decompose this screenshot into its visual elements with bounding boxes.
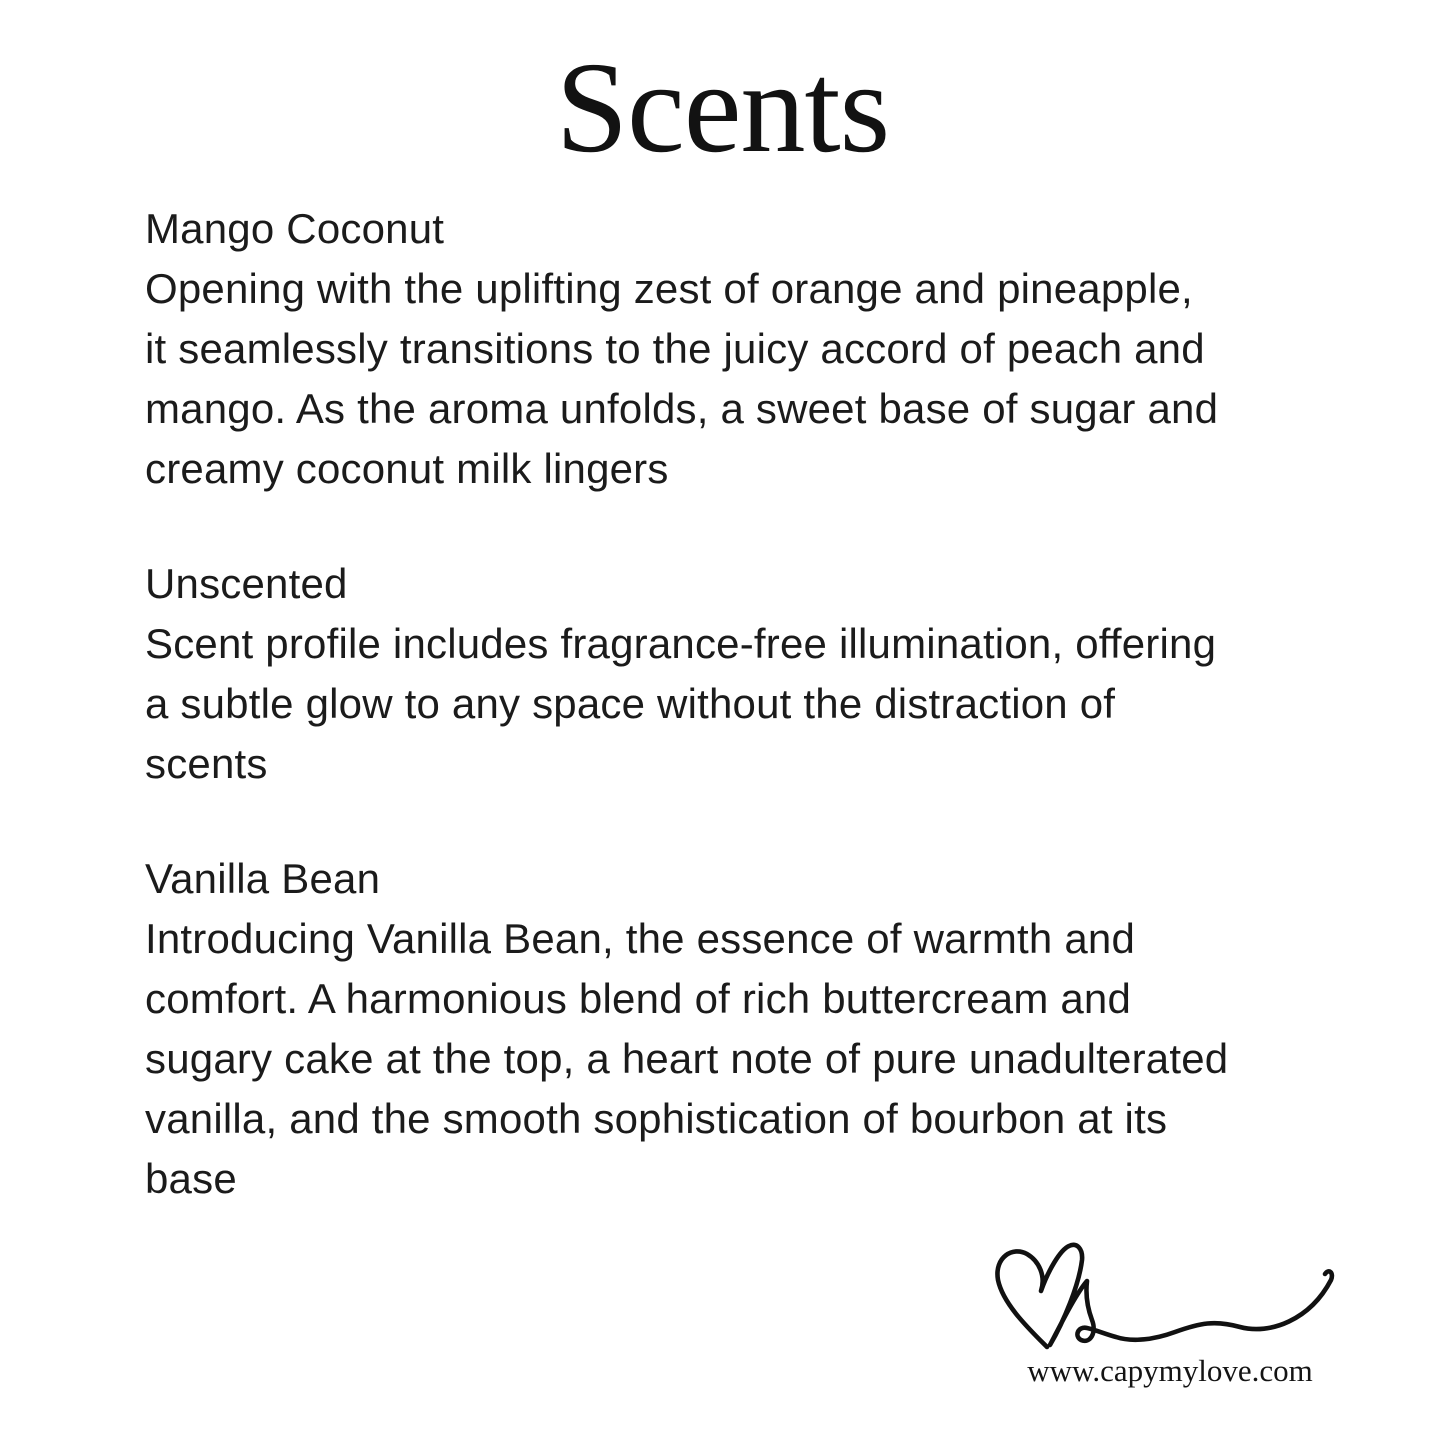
scent-description-line: sugary cake at the top, a heart note of pure unadulterated	[145, 1035, 1229, 1082]
scent-description-line: a subtle glow to any space without the distraction of	[145, 680, 1116, 727]
scent-description-line: creamy coconut milk lingers	[145, 445, 669, 492]
scent-description-line: it seamlessly transitions to the juicy accord of peach and	[145, 325, 1205, 372]
scent-section-mango-coconut	[145, 199, 1355, 499]
scent-description-line: Scent profile includes fragrance-free illumination, offering	[145, 620, 1217, 667]
scent-description-line: Introducing Vanilla Bean, the essence of warmth and	[145, 915, 1136, 962]
scent-name: Vanilla Bean	[145, 855, 381, 902]
scent-list	[145, 199, 1355, 1264]
scent-description-line: Opening with the uplifting zest of orange and pineapple,	[145, 265, 1193, 312]
scent-description-line: base	[145, 1155, 237, 1202]
scent-section-unscented	[145, 554, 1355, 794]
scent-name: Mango Coconut	[145, 205, 445, 252]
heart-flourish-icon	[990, 1240, 1345, 1355]
page-title: Scents	[555, 36, 890, 180]
website-url: www.capymylove.com	[1027, 1353, 1313, 1388]
scent-description-line: vanilla, and the smooth sophistication of bourbon at its	[145, 1095, 1168, 1142]
scent-name: Unscented	[145, 560, 348, 607]
scent-description-line: comfort. A harmonious blend of rich buttercream and	[145, 975, 1132, 1022]
scent-section-vanilla-bean	[145, 849, 1355, 1209]
scent-description-line: scents	[145, 740, 268, 787]
scent-description-line: mango. As the aroma unfolds, a sweet base of sugar and	[145, 385, 1219, 432]
